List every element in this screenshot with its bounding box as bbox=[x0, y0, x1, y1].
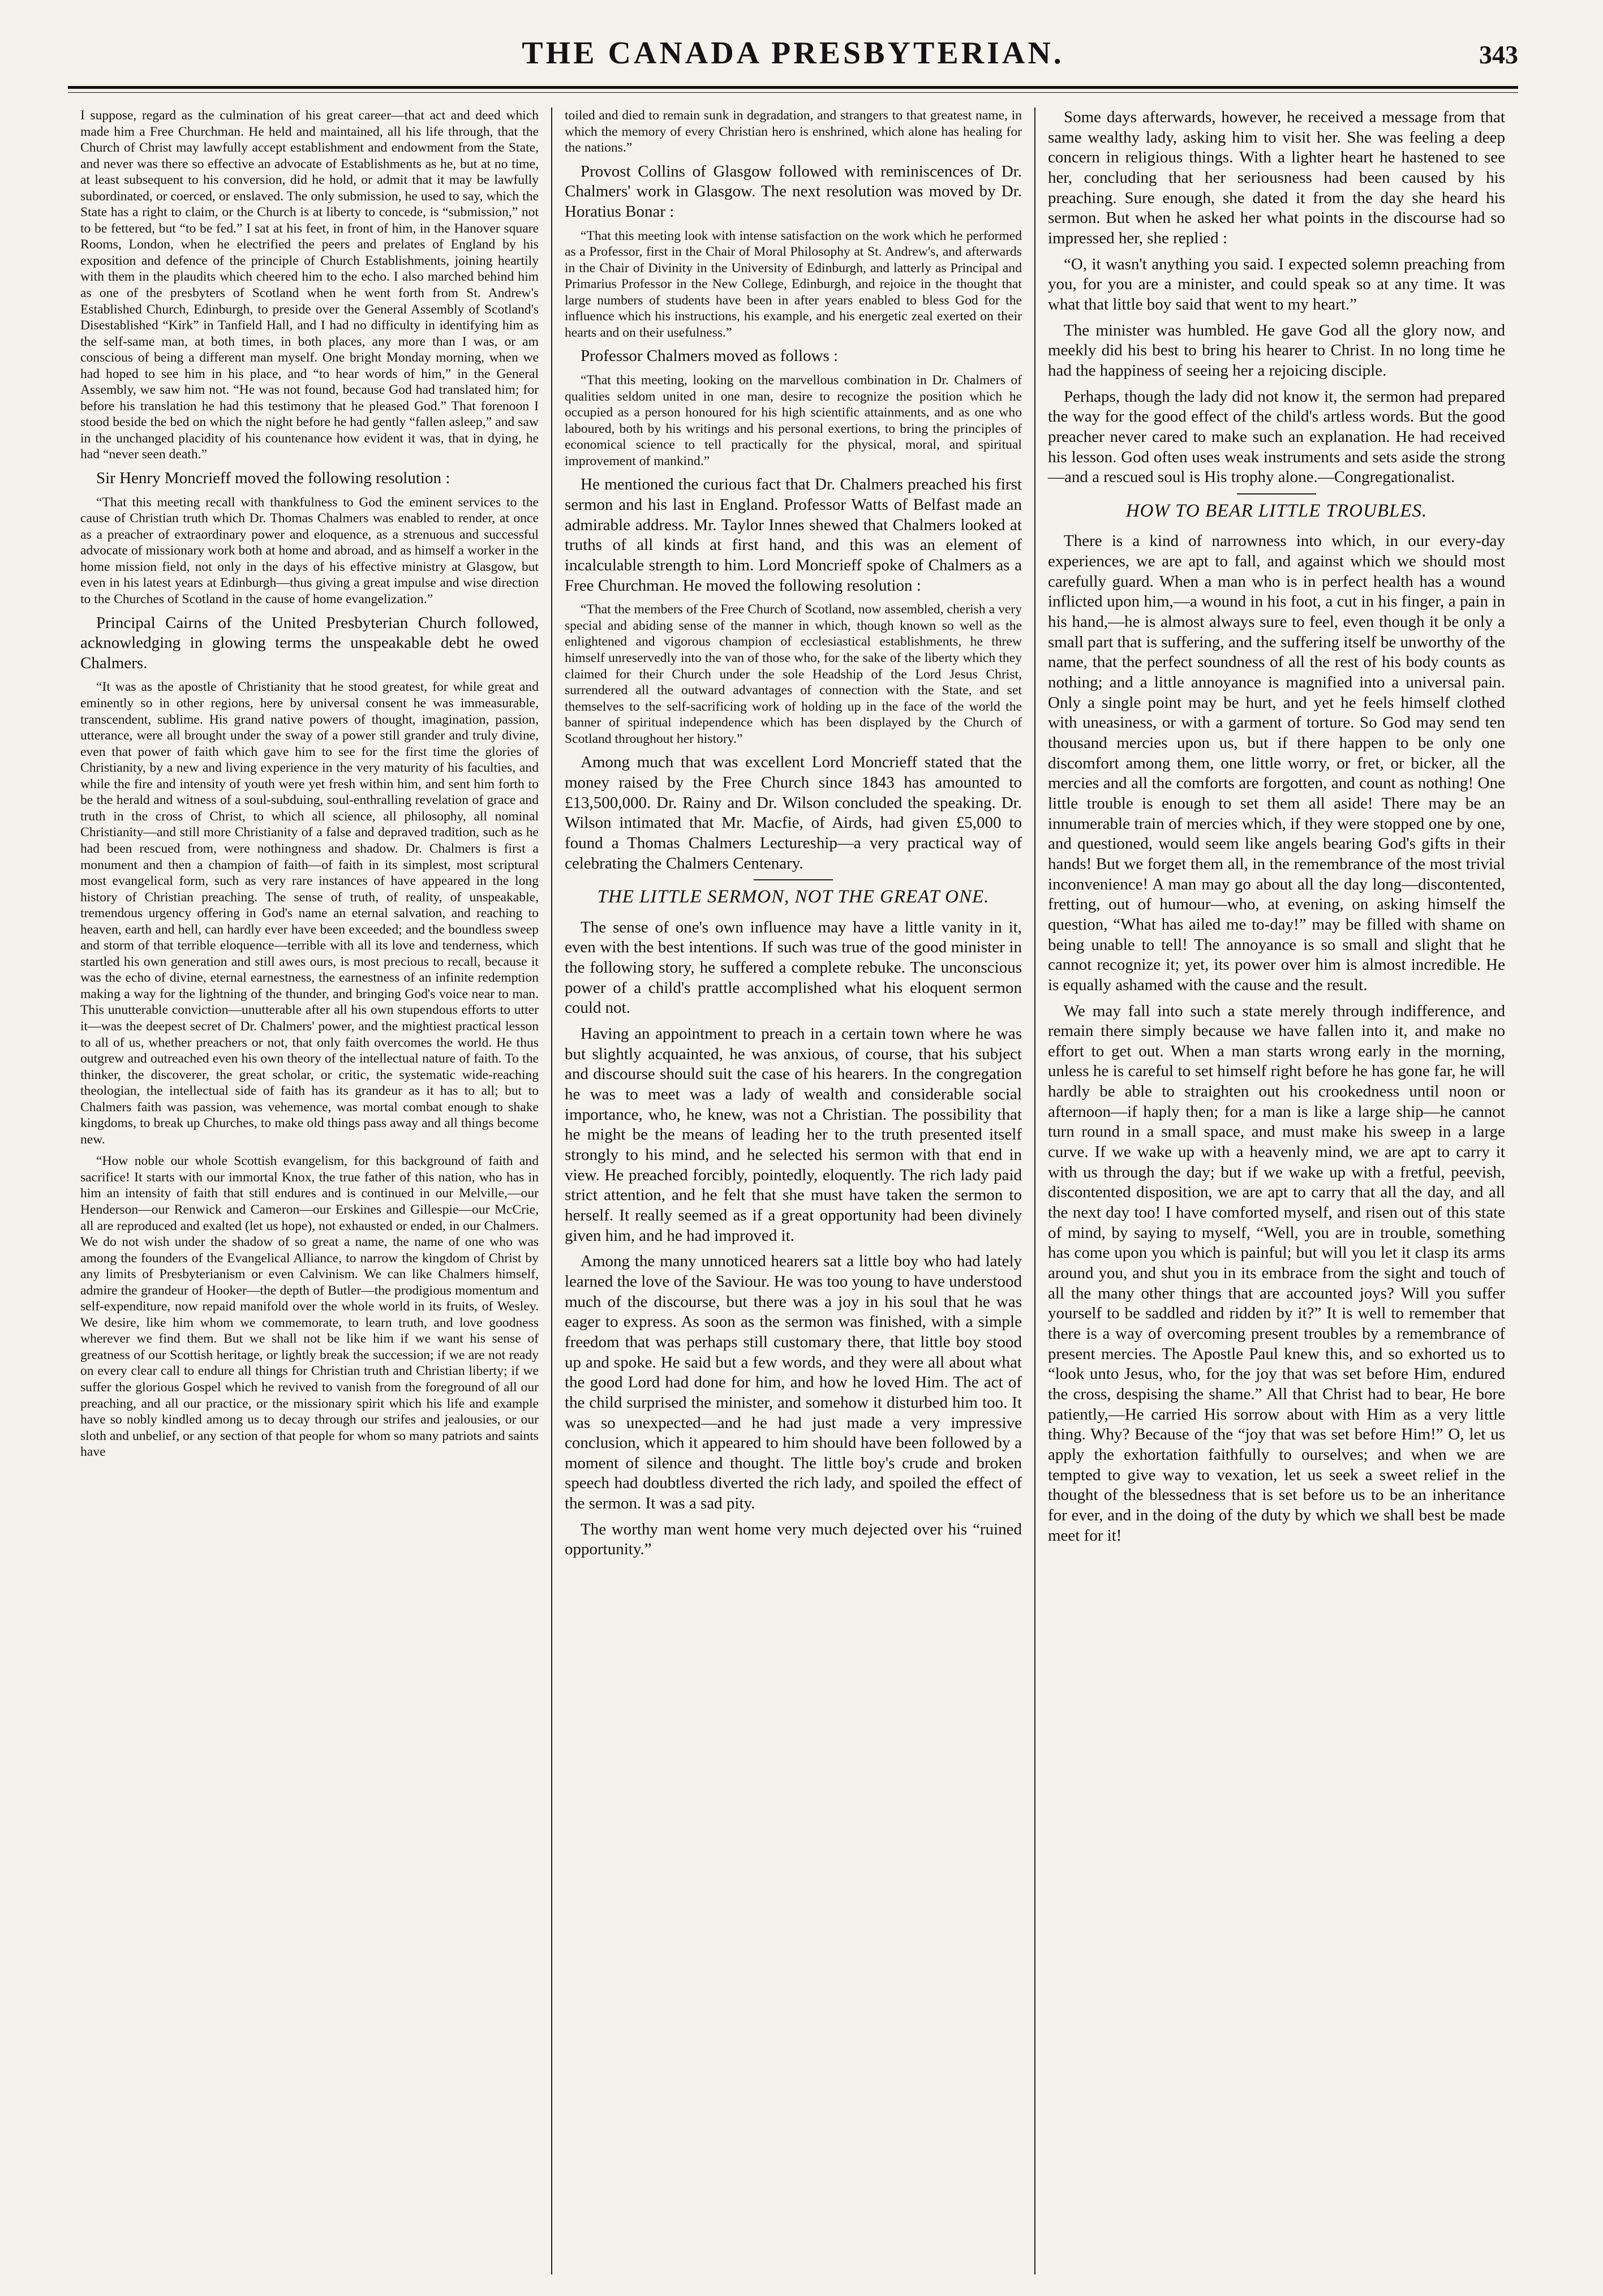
body-paragraph: The sense of one's own influence may have a little vanity in it, even with the best intentions. If such was true of the good minister in the following story, he suffered a complete rebuke. The unconscious power of a child's prattle accomplished what his eloquent sermon could not. bbox=[565, 918, 1022, 1017]
body-paragraph: Principal Cairns of the United Presbyterian Church followed, acknowledging in glowing terms the unspeakable debt he owed Chalmers. bbox=[80, 613, 539, 672]
column-1 bbox=[68, 108, 551, 2274]
header-rule bbox=[68, 86, 1518, 93]
quote-paragraph: “It was as the apostle of Christianity that he stood greatest, for while great and eminently so in other regions, here by universal consent he was immeasurable, transcendent, sublime. His grand native powers of thought, imagination, passion, utterance, were all brought under the sway of a power still grander and truly divine, even that power of faith which gave him to see for the first time the glories of Christianity, by a new and living experience in the very maturity of his faculties, and while the fire and intensity of youth were yet fresh within him, and sent him forth to be the herald and witness of a soul-subduing, soul-enthralling revelation of grace and truth in the cross of Christ, to which all science, all philosophy, all nominal Christianity—and still more Christianity of a false and depraved tradition, such as he had been rescued from, were nothingness and shadow. Dr. Chalmers is first a monument and then a champion of faith—of faith in its simplest, most scriptural most evangelical form, such as very rare instances of have appeared in the long history of Christian preaching. The sense of truth, of reality, of unspeakable, tremendous urgency offering in God's name an eternal salvation, and reaching to heaven, earth and hell, can hardly ever have been exceeded; and the boundless sweep and storm of that terrible eloquence—terrible with all its love and tenderness, which startled his own generation and still awes ours, is most precious to recall, because it was the echo of divine, eternal earnestness, the earnestness of an infinite redemption making a way for the lightning of the thunder, and bringing God's voice near to man. This unutterable conviction—unutterable after all his own stupendous efforts to utter it—was the deepest secret of Dr. Chalmers' power, and the mightiest practical lesson to all of us, whether preachers or not, that only faith overcomes the world. He thus outgrew and outreached even his own theory of the intellectual nature of faith. To the thinker, the discoverer, the great scholar, or critic, the systematic wide-reaching theologian, the intellectual side of faith has its grandeur as it has to all; but to Chalmers faith was passion, was vehemence, was mortal combat enough to shake kingdoms, to break up Churches, to make old things pass away and all things become new. bbox=[80, 680, 539, 1147]
body-paragraph: Having an appointment to preach in a certain town where he was but slightly acquainted, he was anxious, of course, that his subject and discourse should suit the case of his hearers. In the congregation he was to meet was a lady of wealth and considerable social importance, who, he knew, was not a Christian. The possibility that he might be the means of leading her to the truth presented itself strongly to his mind, and he selected his sermon with that end in view. He preached forcibly, pointedly, eloquently. The rich lady paid strict attention, and he felt that she must have taken the sermon to herself. It really seemed as if a great opportunity had been divinely given him, and he had improved it. bbox=[565, 1025, 1022, 1245]
page-number: 343 bbox=[1479, 40, 1518, 69]
body-paragraph: We may fall into such a state merely through indifference, and remain there simply because we have fallen into it, and make no effort to get out. When a man starts wrong early in the morning, unless he is careful to set himself right before he has gone far, he will hardly be able to straighten out his crookedness until noon or afternoon—if haply then; for a man is like a large ship—he cannot turn round in a small space, and must make his sweep in a large curve. If we wake up with a heavenly mind, we are apt to carry it with us through the day; but if we wake up with a fretful, peevish, discontented disposition, we are apt to carry that all the day, and all the next day too! I have comforted myself, and risen out of this state of mind, by saying to myself, “Well, you are in trouble, something has come upon you which is painful; but will you let it clasp its arms around you, and shut you in its embrace from the sight and touch of all the many other things that are accounted joys? Will you suffer yourself to be saddled and ridden by it?” It is well to remember that there is a way of overcoming present troubles by a remembrance of present mercies. The Apostle Paul knew this, and so exhorted us to “look unto Jesus, who, for the joy that was set before Him, endured the cross, despising the shame.” All that Christ had to bear, He bore patiently,—He carried His sorrow about with Him as a very little thing. Why? Because of the “joy that was set before Him!” O, let us apply the exhortation faithfully to ourselves; and when we are tempted to give way to vexation, let us seek a sweet relief in the thought of the blessedness that is set before us to be an inheritance for ever, and in the doing of the duty by which we shall best be made meet for it! bbox=[1048, 1001, 1505, 1545]
body-paragraph: Perhaps, though the lady did not know it, the sermon had prepared the way for the good effect of the child's artless words. But the good preacher never cared to make such an explanation. He had received his lesson. God often uses weak instruments and sets aside the strong—and a rescued soul is His trophy alone.—Congregationalist. bbox=[1048, 387, 1505, 487]
resolution-quote: “That this meeting look with intense satisfaction on the work which he performed as a Professor, first in the Chair of Moral Philosophy at St. Andrew's, and afterwards in the Chair of Divinity in the University of Edinburgh, and latterly as Principal and Primarius Professor in the New College, Edinburgh, and rejoice in the thought that large numbers of students have been in after years enabled to bless God for the influence which his instructions, his example, and his energetic zeal exerted on their hearts and on their usefulness.” bbox=[565, 228, 1022, 340]
body-paragraph: Among much that was excellent Lord Moncrieff stated that the money raised by the Free Church since 1843 has amounted to £13,500,000. Dr. Rainy and Dr. Wilson concluded the speaking. Dr. Wilson intimated that Mr. Macfie, of Airds, had given £5,000 to found a Thomas Chalmers Lectureship—a very practical way of celebrating the Chalmers Centenary. bbox=[565, 753, 1022, 872]
body-paragraph: Among the many unnoticed hearers sat a little boy who had lately learned the love of the Saviour. He was too young to have understood much of the discourse, but there was a joy in his soul that he was eager to express. As soon as the sermon was finished, with a simple freedom that was perhaps still customary there, that little boy stood up and spoke. He said but a few words, and they were all about what the good Lord had done for him, and how he loved Him. The act of the child surprised the minister, and somehow it disturbed him too. It was so unexpected—and he had just made a very impressive conclusion, which it appeared to him should have been followed by a moment of silence and thought. The little boy's crude and broken speech had doubtless diverted the rich lady, and spoiled the effect of the sermon. It was a sad pity. bbox=[565, 1252, 1022, 1513]
quote-paragraph: “How noble our whole Scottish evangelism, for this background of faith and sacrifice! It starts with our immortal Knox, the true father of this nation, who has in him an intensity of faith that still endures and is continued in our Melville,—our Henderson—our Renwick and Cameron—our Erskines and Gillespie—our McCrie, all are reproduced and exalted (let us hope), not exhausted or ended, in our Chalmers. We do not wish under the shadow of so great a name, the name of one who was among the founders of the Evangelical Alliance, to narrow the kingdom of Christ by any limits of Presbyterianism or even Calvinism. We can like Chalmers himself, admire the grandeur of Hooker—the depth of Butler—the prodigious momentum and self-expenditure, now repaid manifold over the whole world in its fruits, of Wesley. We desire, like him whom we commemorate, to learn truth, and love goodness wherever we find them. But we shall not be like him if we want his sense of greatness of our Scottish heritage, or lightly break the succession; if we are not ready on every clear call to endure all things for Christian truth and Christian liberty; if we suffer the glorious Gospel which he revived to vanish from the foreground of all our preaching, and all our practice, or the missionary spirit which his life and example have so nobly kindled among us to decay through our strifes and jealousies, or our sloth and unbelief, or any section of that people for whom so many patriots and saints have bbox=[80, 1154, 539, 1460]
column-2 bbox=[551, 108, 1034, 2274]
section-divider bbox=[1237, 493, 1316, 495]
section-divider bbox=[754, 879, 833, 880]
quote-paragraph: I suppose, regard as the culmination of his great career—that act and deed which made him a Free Churchman. He held and maintained, all his life through, that the Church of Christ may lawfully accept establishment and endowment from the State, and never was there so effective an advocate of Establishments as he, but at no time, at least subsequent to his conversion, did he hold, or admit that it may be lawfully subordinated, or coerced, or enslaved. The only submission, he used to say, which the State has a right to claim, or the Church is at liberty to concede, is “submission,” not to be fettered, but “to be fed.” I sat at his feet, in front of him, in the Hanover square Rooms, London, when he electrified the peers and prelates of England by his exposition and defence of the principle of Church Establishments, joining heartily with them in the plaudits which cheered him to the echo. I also marched behind him as one of the presbyters of Scotland when he went forth from St. Andrew's Established Church, Edinburgh, to preside over the General Assembly of Scotland's Disestablished “Kirk” in Tanfield Hall, and I had no difficulty in identifying him as the self-same man, at both times, in both places, any more than I was, or am conscious of being a different man myself. One bright Monday morning, when we had hoped to see him in his place, and “to hear words of him,” in the General Assembly, we saw him not. “He was not found, because God had translated him; for before his translation he had this testimony that he pleased God.” That forenoon I stood beside the bed on which the night before he had gently “fallen asleep,” and saw in the unchanged placidity of his countenance how evident it was, that in dying, he had “never seen death.” bbox=[80, 108, 539, 462]
body-paragraph: “O, it wasn't anything you said. I expected solemn preaching from you, for you are a minister, and could speak so at any time. It was what that little boy said that went to my heart.” bbox=[1048, 255, 1505, 313]
quote-paragraph: toiled and died to remain sunk in degradation, and strangers to that greatest name, in which the memory of every Christian hero is enshrined, which alone has healing for the nations.” bbox=[565, 108, 1022, 156]
resolution-quote: “That the members of the Free Church of Scotland, now assembled, cherish a very special and abiding sense of the manner in which, though known so well as the enlightened and vigorous champion of ecclesiastical establishments, he threw himself unreservedly into the van of those who, for the sake of the liberty which they claimed for their Church under the sole Headship of the Lord Jesus Christ, surrendered all the outward advantages of connection with the State, and set themselves to the self-sacrificing work of holding up in the face of the world the banner of spiritual independence which has been displayed by the Church of Scotland throughout her history.” bbox=[565, 602, 1022, 746]
columns bbox=[68, 108, 1518, 2274]
section-heading: THE LITTLE SERMON, NOT THE GREAT ONE. bbox=[597, 887, 990, 908]
resolution-quote: “That this meeting recall with thankfulness to God the eminent services to the cause of Christian truth which Dr. Thomas Chalmers was enabled to render, at once as a preacher of extraordinary power and eloquence, as a strenuous and successful advocate of missionary work both at home and abroad, and as himself a worker in the home mission field, not only in the days of his effective ministry at Glasgow, but even in his latest years at Edinburgh—thus giving a great impulse and wise direction to the Churches of Scotland in the cause of home evangelization.” bbox=[80, 495, 539, 607]
body-paragraph: Some days afterwards, however, he received a message from that same wealthy lady, asking him to visit her. She was feeling a deep concern in religious things. With a lighter heart he hastened to see her, concluding that her seriousness had been caused by his preaching. Sure enough, she dated it from the day she heard his sermon. But when he asked her what points in the discourse had so impressed her, she replied : bbox=[1048, 108, 1505, 247]
column-3 bbox=[1034, 108, 1518, 2274]
body-paragraph: The minister was humbled. He gave God all the glory now, and meekly did his best to bring his hearer to Christ. In no long time he had the happiness of seeing her a rejoicing disciple. bbox=[1048, 321, 1505, 380]
body-paragraph: He mentioned the curious fact that Dr. Chalmers preached his first sermon and his last in England. Professor Watts of Belfast made an admirable address. Mr. Taylor Innes shewed that Chalmers looked at truths of all kinds at first hand, and this was an element of incalculable strength to him. Lord Moncrieff spoke of Chalmers as a Free Churchman. He moved the following resolution : bbox=[565, 475, 1022, 595]
section-heading: HOW TO BEAR LITTLE TROUBLES. bbox=[1125, 500, 1428, 521]
resolution-quote: “That this meeting, looking on the marvellous combination in Dr. Chalmers of qualities seldom united in one man, desire to recognize the position which he occupied as a person honoured for his high scientific attainments, and as one who laboured, both by his writings and his personal exertions, to bring the principles of economical science to tell practically for the physical, moral, and spiritual improvement of mankind.” bbox=[565, 373, 1022, 468]
page-header bbox=[68, 32, 1518, 86]
body-paragraph: Sir Henry Moncrieff moved the following resolution : bbox=[96, 469, 450, 488]
masthead-title: THE CANADA PRESBYTERIAN. bbox=[522, 36, 1064, 71]
body-paragraph: The worthy man went home very much dejected over his “ruined opportunity.” bbox=[565, 1520, 1022, 1559]
body-paragraph: Professor Chalmers moved as follows : bbox=[581, 347, 839, 366]
body-paragraph: Provost Collins of Glasgow followed with reminiscences of Dr. Chalmers' work in Glasgow. The next resolution was moved by Dr. Horatius Bonar : bbox=[565, 162, 1022, 221]
body-paragraph: There is a kind of narrowness into which, in our every-day experiences, we are apt to fall, and against which we should most carefully guard. When a man who is in perfect health has a wound inflicted upon him,—a wound in his foot, a cut in his finger, a pain in his hand,—he is almost always sure to feel, even though it be only a small part that is suffering, and the suffering itself be unworthy of the name, that the perfect soundness of all the rest of his body counts as nothing; and a little annoyance is magnified into a universal pain. Only a single point may be hurt, and yet he feels himself clothed with uneasiness, or with a garment of torture. So God may send ten thousand mercies upon us, but if there happen to be only one discomfort among them, one little worry, or fret, or bicker, all the mercies and all the comforts are forgotten, and count as nothing! One little trouble is enough to set them all aside! There may be an innumerable train of mercies which, if they were stopped one by one, and questioned, would seem like angels bearing God's gifts in their hands! But we forget them all, in the remembrance of the most trivial inconvenience! A man may go about all the day long—discontented, fretting, out of humour—who, at evening, on asking himself the question, “What has ailed me to-day!” may be filled with shame on being unable to tell! The annoyance is so small and slight that he cannot recognize it; yet, its power over him is almost incredible. He is equally ashamed with the cause and the result. bbox=[1048, 532, 1505, 994]
